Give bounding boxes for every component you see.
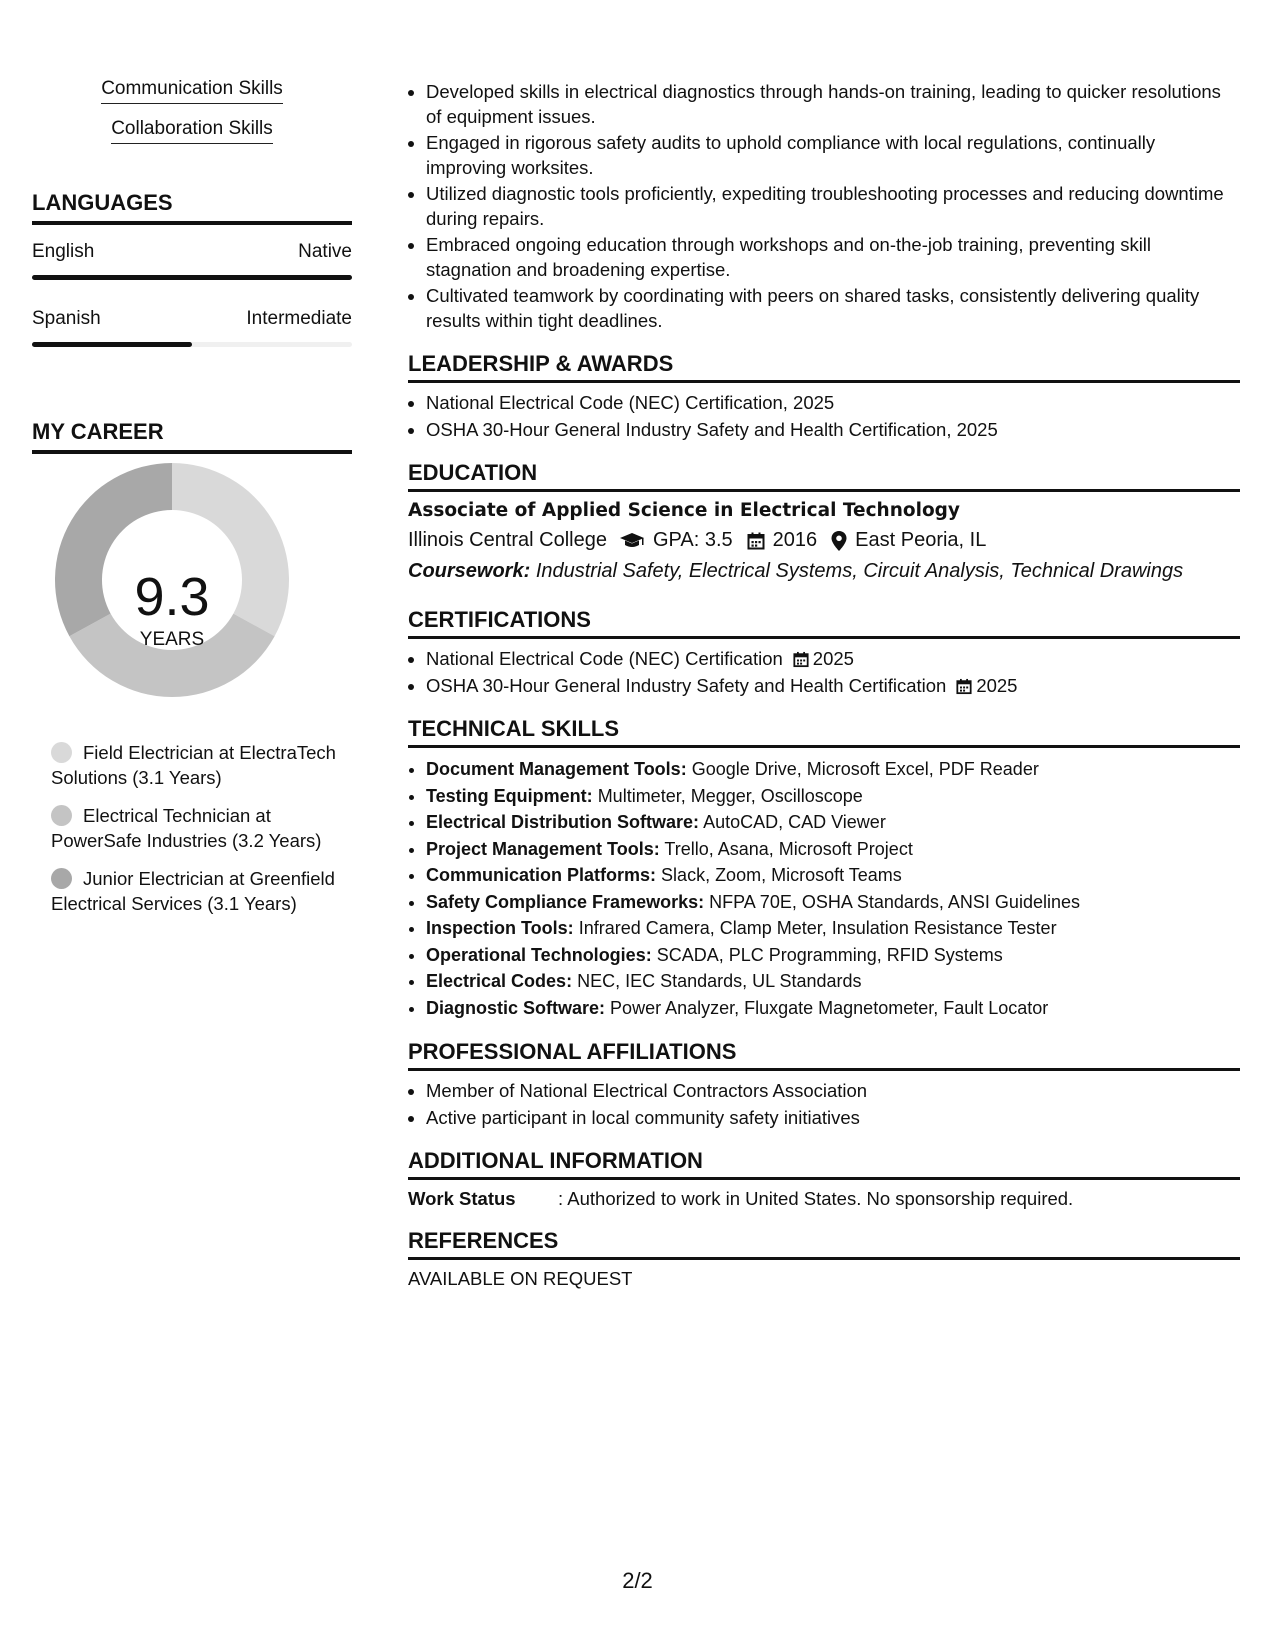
career-legend — [32, 740, 341, 916]
right-column — [408, 80, 1240, 1290]
location-pin-icon — [831, 531, 847, 551]
gpa: GPA: 3.5 — [652, 529, 733, 551]
language-row — [32, 241, 352, 263]
graduation-cap-icon — [619, 532, 645, 550]
list-item: • Developed skills in electrical diagnostics through hands-on training, leading to quicker resolutions of equipment issues. — [426, 80, 1240, 129]
list-item: • Cultivated teamwork by coordinating with peers on shared tasks, consistently delivering quality results within tight deadlines. — [426, 284, 1240, 333]
coursework-label: Coursework: — [408, 560, 531, 582]
certification-year: 2025 — [976, 674, 1018, 696]
skill-label: Project Management Tools: — [426, 838, 660, 859]
calendar-icon — [956, 678, 972, 695]
skill-value: SCADA, PLC Programming, RFID Systems — [656, 944, 1003, 965]
legend-dot — [51, 742, 72, 763]
career-section — [32, 419, 352, 916]
leadership-section — [408, 351, 1240, 442]
references-text: AVAILABLE ON REQUEST — [408, 1268, 633, 1289]
skill-tag: Collaboration Skills — [111, 118, 273, 144]
legend-label: Junior Electrician at Greenfield Electrical Services (3.1 Years) — [51, 868, 335, 914]
section-title: REFERENCES — [408, 1228, 1240, 1260]
career-legend-item — [51, 866, 341, 916]
coursework-list: Industrial Safety, Electrical Systems, Circuit Analysis, Technical Drawings — [535, 560, 1184, 582]
left-column — [32, 78, 352, 929]
additional-info-row — [408, 1188, 1240, 1210]
career-total-years: 9.3 — [134, 567, 210, 627]
skill-label: Document Management Tools: — [426, 759, 687, 779]
language-row — [32, 308, 352, 330]
list-item — [426, 995, 1240, 1022]
school-location: East Peoria, IL — [855, 529, 987, 551]
list-item — [426, 836, 1240, 863]
affiliations-section — [408, 1039, 1240, 1130]
language-name: English — [32, 241, 95, 262]
skill-label: Operational Technologies: — [426, 944, 652, 965]
experience-bullets — [408, 80, 1240, 333]
language-proficiency-fill — [32, 342, 192, 347]
list-item: • Active participant in local community safety initiatives — [426, 1106, 1240, 1131]
degree: Associate of Applied Science in Electrical Technology — [408, 500, 960, 521]
list-item: • Utilized diagnostic tools proficiently, expediting troubleshooting processes and reducing downtime during repairs. — [426, 182, 1240, 231]
skill-label: Electrical Distribution Software: — [426, 812, 700, 832]
skill-value: Google Drive, Microsoft Excel, PDF Reader — [691, 759, 1039, 779]
language-name: Spanish — [32, 308, 101, 329]
skill-value: Trello, Asana, Microsoft Project — [664, 838, 913, 859]
legend-dot — [51, 868, 72, 889]
language-proficiency-bar — [32, 342, 352, 347]
skill-tag: Communication Skills — [101, 78, 283, 104]
legend-label: Electrical Technician at PowerSafe Industries (3.2 Years) — [51, 805, 322, 851]
skill-label: Testing Equipment: — [426, 785, 593, 806]
skill-value: Slack, Zoom, Microsoft Teams — [661, 865, 902, 885]
section-title: ADDITIONAL INFORMATION — [408, 1148, 1240, 1180]
legend-label: Field Electrician at ElectraTech Solutions (3.1 Years) — [51, 742, 336, 788]
list-item — [426, 647, 1240, 672]
skill-value: NEC, IEC Standards, UL Standards — [577, 971, 862, 991]
section-title: PROFESSIONAL AFFILIATIONS — [408, 1039, 1240, 1071]
list-item: • National Electrical Code (NEC) Certification, 2025 — [426, 391, 1240, 416]
skill-label: Communication Platforms: — [426, 865, 657, 885]
section-title: TECHNICAL SKILLS — [408, 716, 1240, 748]
additional-info-section — [408, 1148, 1240, 1210]
list-item — [426, 783, 1240, 810]
career-legend-item — [51, 803, 341, 853]
education-details — [408, 529, 1240, 552]
list-item — [426, 756, 1240, 783]
graduation-year: 2016 — [772, 529, 818, 551]
list-item: • Member of National Electrical Contractors Association — [426, 1079, 1240, 1104]
list-item — [426, 968, 1240, 995]
certifications-section — [408, 607, 1240, 698]
additional-info-value: : Authorized to work in United States. No sponsorship required. — [558, 1188, 1074, 1209]
list-item — [426, 915, 1240, 942]
list-item — [426, 809, 1240, 836]
language-proficiency-bar — [32, 275, 352, 280]
section-title: EDUCATION — [408, 460, 1240, 492]
list-item — [426, 942, 1240, 969]
career-total-unit: YEARS — [139, 629, 205, 650]
list-item — [426, 862, 1240, 889]
coursework — [408, 560, 1240, 583]
list-item — [426, 889, 1240, 916]
page-number: 2/2 — [622, 1568, 653, 1593]
skill-label: Diagnostic Software: — [426, 997, 606, 1018]
additional-info-key: Work Status — [408, 1188, 516, 1209]
career-legend-item — [51, 740, 341, 790]
education-section — [408, 460, 1240, 583]
skill-value: Power Analyzer, Fluxgate Magnetometer, Fault Locator — [610, 997, 1049, 1018]
certification-year: 2025 — [812, 648, 854, 669]
skill-value: NFPA 70E, OSHA Standards, ANSI Guidelines — [709, 891, 1080, 912]
school-name: Illinois Central College — [408, 529, 607, 551]
section-title: LEADERSHIP & AWARDS — [408, 351, 1240, 383]
calendar-icon — [793, 651, 809, 668]
career-title: MY CAREER — [32, 419, 352, 454]
section-title: CERTIFICATIONS — [408, 607, 1240, 639]
list-item — [426, 674, 1240, 699]
skill-label: Electrical Codes: — [426, 971, 573, 991]
legend-dot — [51, 805, 72, 826]
certification-name: OSHA 30-Hour General Industry Safety and Health Certification — [426, 674, 947, 696]
skill-value: Infrared Camera, Clamp Meter, Insulation Resistance Tester — [578, 918, 1057, 938]
languages-title: LANGUAGES — [32, 190, 352, 225]
references-section — [408, 1228, 1240, 1290]
skill-value: AutoCAD, CAD Viewer — [703, 812, 886, 832]
languages-section — [32, 190, 352, 347]
skill-value: Multimeter, Megger, Oscilloscope — [597, 785, 863, 806]
calendar-icon — [747, 532, 765, 550]
skill-label: Safety Compliance Frameworks: — [426, 891, 705, 912]
list-item: • Engaged in rigorous safety audits to uphold compliance with local regulations, continually improving worksites. — [426, 131, 1240, 180]
list-item: • Embraced ongoing education through workshops and on-the-job training, preventing skill stagnation and broadening expertise. — [426, 233, 1240, 282]
list-item: • OSHA 30-Hour General Industry Safety and Health Certification, 2025 — [426, 418, 1240, 443]
technical-skills-section — [408, 716, 1240, 1021]
language-level: Native — [298, 241, 352, 262]
language-proficiency-fill — [32, 275, 352, 280]
language-level: Intermediate — [246, 308, 352, 329]
skill-label: Inspection Tools: — [426, 918, 574, 938]
certification-name: National Electrical Code (NEC) Certification — [426, 648, 783, 669]
career-donut-chart — [32, 460, 352, 720]
